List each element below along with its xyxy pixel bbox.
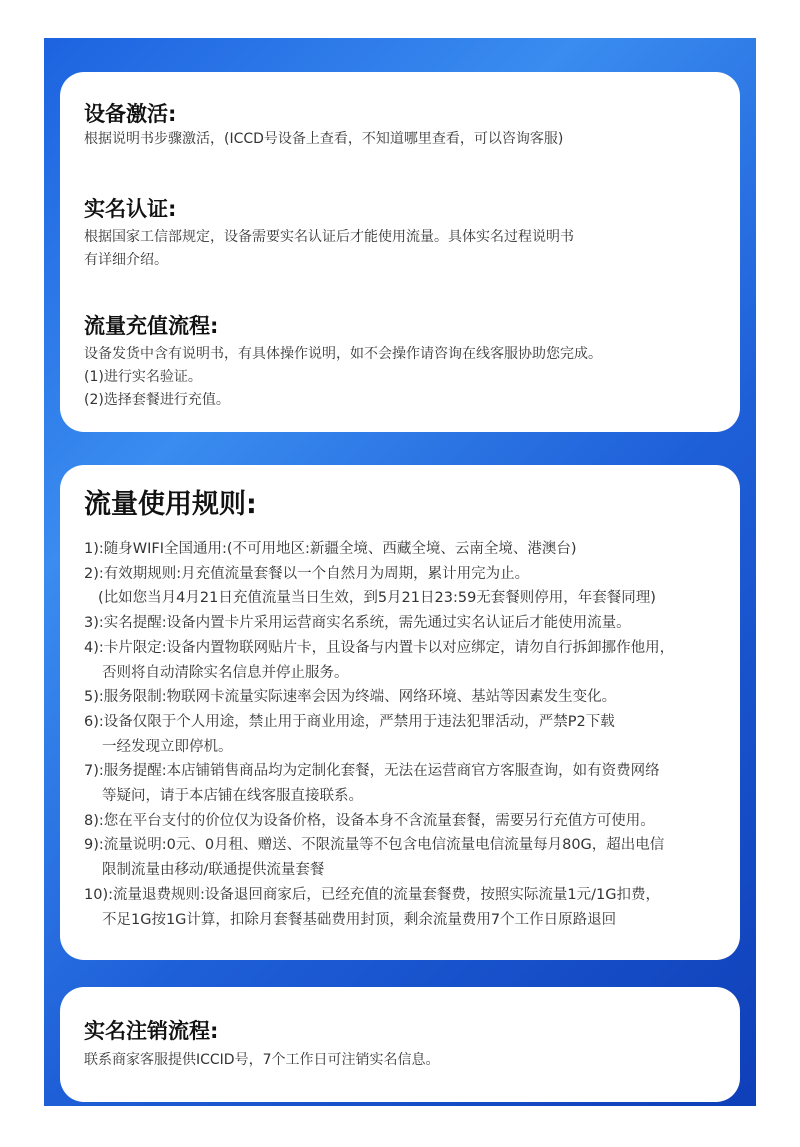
rule-line: 6):设备仅限于个人用途，禁止用于商业用途，严禁用于违法犯罪活动，严禁P2下载 [84, 713, 615, 730]
rule-line: 1):随身WIFI全国通用:(不可用地区:新疆全境、西藏全境、云南全境、港澳台) [84, 541, 577, 557]
info-card-cancel [60, 987, 740, 1102]
recharge-step-1: (1)进行实名验证。 [84, 369, 202, 385]
rule-line: 一经发现立即停机。 [102, 738, 233, 755]
recharge-title: 流量充值流程: [84, 314, 219, 338]
rule-line: 限制流量由移动/联通提供流量套餐 [102, 862, 325, 879]
cancel-title: 实名注销流程: [84, 1019, 219, 1043]
rule-line: 9):流量说明:0元、0月租、赠送、不限流量等不包含电信流量电信流量每月80G，超出电信 [84, 837, 665, 854]
rule-line: 等疑问，请于本店铺在线客服直接联系。 [102, 788, 363, 805]
rule-line: (比如您当月4月21日充值流量当日生效，到5月21日23:59无套餐则停用，年套餐同理) [98, 590, 656, 607]
realname-line-2: 有详细介绍。 [84, 252, 168, 268]
rule-line: 10):流量退费规则:设备退回商家后，已经充值的流量套餐费，按照实际流量1元/1G扣费， [84, 886, 660, 903]
rule-line: 3):实名提醒:设备内置卡片采用运营商实名系统，需先通过实名认证后才能使用流量。 [84, 615, 631, 632]
rule-line: 否则将自动清除实名信息并停止服务。 [102, 664, 349, 681]
activation-title: 设备激活: [84, 102, 177, 126]
info-card-activation [60, 72, 740, 432]
rule-line: 不足1G按1G计算，扣除月套餐基础费用封顶，剩余流量费用7个工作日原路退回 [102, 911, 617, 928]
cancel-body: 联系商家客服提供ICCID号，7个工作日可注销实名信息。 [84, 1052, 440, 1068]
activation-body: 根据说明书步骤激活，(ICCD号设备上查看，不知道哪里查看，可以咨询客服) [84, 131, 564, 147]
recharge-line-1: 设备发货中含有说明书，有具体操作说明，如不会操作请咨询在线客服协助您完成。 [84, 346, 602, 362]
rule-line: 2):有效期规则:月充值流量套餐以一个自然月为周期，累计用完为止。 [84, 565, 530, 582]
info-card-rules [60, 465, 740, 960]
rule-line: 7):服务提醒:本店铺销售商品均为定制化套餐，无法在运营商官方客服查询，如有资费网络 [84, 763, 660, 780]
rule-line: 5):服务限制:物联网卡流量实际速率会因为终端、网络环境、基站等因素发生变化。 [84, 689, 617, 706]
rules-title: 流量使用规则: [84, 489, 257, 520]
realname-line-1: 根据国家工信部规定，设备需要实名认证后才能使用流量。具体实名过程说明书 [84, 229, 574, 245]
realname-title: 实名认证: [84, 197, 177, 221]
recharge-step-2: (2)选择套餐进行充值。 [84, 392, 230, 408]
rule-line: 8):您在平台支付的价位仅为设备价格，设备本身不含流量套餐，需要另行充值方可使用。 [84, 812, 655, 829]
rule-line: 4):卡片限定:设备内置物联网贴片卡，且设备与内置卡以对应绑定，请勿自行拆卸挪作他用， [84, 639, 675, 656]
